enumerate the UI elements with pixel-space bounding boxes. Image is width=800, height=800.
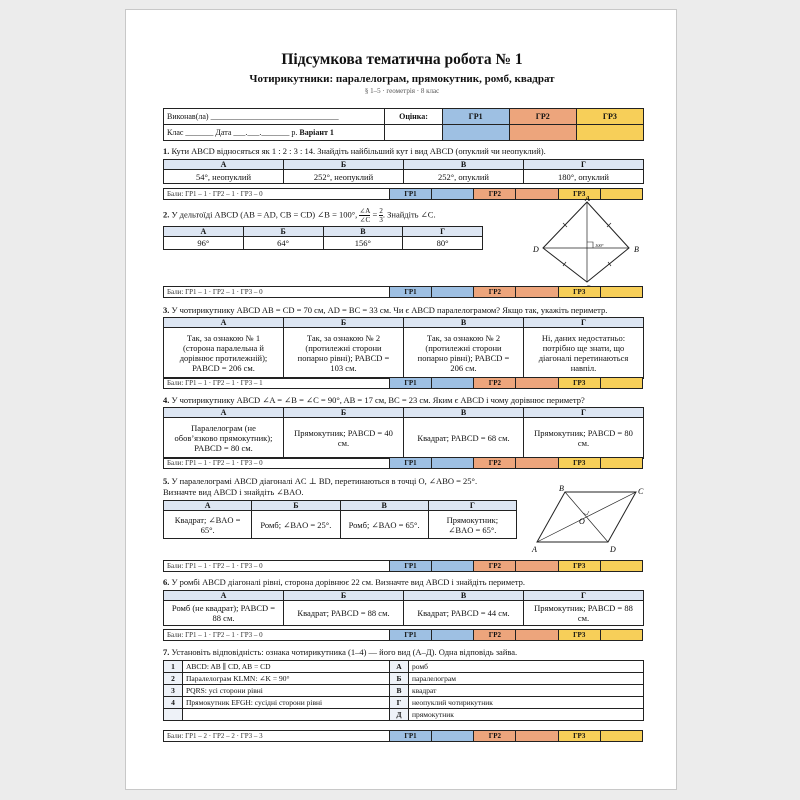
q2-gr3-label: ГР3 (558, 287, 600, 298)
q2-head-a: А (164, 227, 244, 237)
q1-score-text: Бали: ГР1 – 1 · ГР2 – 1 · ГР3 – 0 (164, 189, 390, 200)
q4-v-line1: Квадрат; PABCD = 68 см. (417, 433, 510, 443)
q5-gr3-cell[interactable] (600, 561, 642, 572)
q4-text: У чотирикутнику ABCD ∠A = ∠B = ∠C = 90°, AB = 17 см, BC = 23 см. Яким є ABCD і чому дорівнює периметр? (171, 395, 585, 405)
q3-text: У чотирикутнику ABCD AB = CD = 70 см, AD = BC = 33 см. Чи є ABCD паралелограмом? Якщо так, укажіть периметр. (171, 305, 608, 315)
kite-label-a: A (585, 196, 590, 203)
para-label-c: C (638, 487, 644, 496)
grade-label: Оцінка: (385, 109, 442, 125)
q7-matching-table (163, 660, 644, 721)
q4-gr3-cell[interactable] (600, 458, 642, 469)
q2-head-v: В (323, 227, 403, 237)
q4-head-g: Г (524, 408, 644, 418)
q5-option-v[interactable] (340, 511, 428, 539)
q7-right-text-b: паралелограм (409, 673, 644, 685)
q1-option-g[interactable]: 180°, опуклий (524, 170, 644, 184)
parallelogram-figure (530, 484, 648, 556)
para-label-a: A (532, 545, 537, 554)
q2-option-b[interactable]: 64° (243, 237, 323, 250)
q3-head-a: А (164, 318, 284, 328)
q2-frac1-num: ∠A (359, 207, 371, 215)
q4-number: 4. (163, 395, 170, 405)
q6-gr1-cell[interactable] (432, 630, 474, 641)
q2-gr1-cell[interactable] (432, 287, 474, 298)
q3-score-row (163, 377, 643, 389)
q4-gr1-label: ГР1 (389, 458, 431, 469)
q1-gr3-label: ГР3 (558, 189, 600, 200)
q4-b-line1: Прямокутник; PABCD = 40 (294, 428, 393, 438)
q7-gr3-cell[interactable] (600, 731, 642, 742)
q3-score-text: Бали: ГР1 – 1 · ГР2 – 1 · ГР3 – 1 (164, 378, 390, 389)
kite-label-d: D (533, 245, 539, 254)
q3-g-line1: Ні, даних недостатньо: (541, 333, 626, 343)
q6-b-line1: Квадрат; PABCD = 88 см. (297, 608, 390, 618)
para-label-d: D (610, 545, 616, 554)
q6-score-row (163, 629, 643, 641)
q7-left-num-4: 4 (164, 697, 183, 709)
q6-text: У ромбі ABCD діагоналі рівні, сторона дорівнює 22 см. Визначте вид ABCD і знайдіть периметр. (171, 577, 526, 587)
q5-a-line2: 65°. (200, 524, 215, 535)
q3-head-v: В (404, 318, 524, 328)
q5-gr1-cell[interactable] (432, 561, 474, 572)
q3-gr3-label: ГР3 (558, 378, 600, 389)
q3-v-line1: Так, за ознакою № 2 (426, 333, 501, 343)
q7-left-text-1: ABCD: AB ∥ CD, AB = CD (183, 661, 390, 673)
grade-cell[interactable] (385, 125, 442, 141)
q4-score-text: Бали: ГР1 – 1 · ГР2 – 1 · ГР3 – 0 (164, 458, 390, 469)
q1-option-v[interactable]: 252°, опуклий (404, 170, 524, 184)
q7-right-letter-a: А (390, 661, 409, 673)
q2-option-v[interactable]: 156° (323, 237, 403, 250)
q4-option-a[interactable] (164, 418, 284, 459)
q4-score-row (163, 457, 643, 469)
q2-frac1-den: ∠C (359, 216, 371, 224)
q4-option-v[interactable] (404, 418, 524, 459)
q1-head-a: А (164, 160, 284, 170)
q5-b-line1: Ромб; ∠BAO = 25°. (260, 519, 332, 530)
question-3 (163, 305, 683, 315)
q7-left-num-empty (164, 709, 183, 721)
q7-left-num-1: 1 (164, 661, 183, 673)
q6-gr1-label: ГР1 (389, 630, 431, 641)
q4-option-b[interactable] (284, 418, 404, 459)
q6-a-line1: Ромб (не квадрат); PABCD = (171, 603, 276, 613)
q2-head-b: Б (243, 227, 323, 237)
q5-head-a: А (164, 501, 252, 511)
q7-left-text-2: Паралелограм KLMN: ∠K = 90° (183, 673, 390, 685)
q4-gr2-label: ГР2 (474, 458, 516, 469)
q7-gr2-label: ГР2 (474, 731, 516, 742)
q6-head-b: Б (284, 591, 404, 601)
q5-text-line2: Визначте вид ABCD і знайдіть ∠BAO. (163, 487, 304, 497)
q1-gr1-cell[interactable] (432, 189, 474, 200)
q3-option-g[interactable] (524, 328, 644, 379)
q5-gr1-label: ГР1 (389, 561, 431, 572)
worksheet-page (125, 9, 677, 790)
para-label-o: O (579, 517, 585, 526)
q2-gr1-label: ГР1 (389, 287, 431, 298)
q1-option-b[interactable]: 252°, неопуклий (284, 170, 404, 184)
q3-a-line3: дорівнює протилежній); (179, 353, 268, 363)
q7-score-text: Бали: ГР1 – 2 · ГР2 – 2 · ГР3 – 3 (164, 731, 390, 742)
group1-grade-cell[interactable] (442, 125, 509, 141)
q6-head-v: В (404, 591, 524, 601)
q7-left-text-empty (183, 709, 390, 721)
q2-text-b: . Знайдіть ∠C. (382, 209, 436, 220)
para-label-b: B (559, 484, 564, 493)
group2-grade-cell[interactable] (509, 125, 576, 141)
q2-fraction-angles (359, 207, 370, 224)
q2-score-text: Бали: ГР1 – 1 · ГР2 – 1 · ГР3 – 0 (164, 287, 390, 298)
q5-g-line2: ∠BAO = 65°. (448, 524, 497, 535)
q1-option-a[interactable]: 54°, неопуклий (164, 170, 284, 184)
q6-option-a[interactable] (164, 601, 284, 626)
q3-gr2-cell[interactable] (516, 378, 558, 389)
q3-a-line4: PABCD = 206 см. (192, 363, 255, 373)
q4-b-line2: см. (337, 438, 350, 448)
q4-gr3-label: ГР3 (558, 458, 600, 469)
q5-gr2-label: ГР2 (474, 561, 516, 572)
kite-figure (531, 196, 649, 292)
q6-a-line2: 88 см. (212, 613, 235, 623)
q1-answers (163, 159, 644, 184)
q4-a-line2: обов’язково прямокутник); (174, 433, 273, 443)
q3-gr2-label: ГР2 (474, 378, 516, 389)
q7-gr1-cell[interactable] (432, 731, 474, 742)
q2-gr2-cell[interactable] (516, 287, 558, 298)
q6-v-line1: Квадрат; PABCD = 44 см. (417, 608, 510, 618)
q5-head-b: Б (252, 501, 340, 511)
class-date-field[interactable] (164, 125, 385, 141)
q2-gr2-label: ГР2 (474, 287, 516, 298)
q7-right-letter-g: Г (390, 697, 409, 709)
q2-gr3-cell[interactable] (600, 287, 642, 298)
class-date-label: Клас _______ Дата ___.___._______ р. (167, 128, 298, 137)
group1-header: ГР1 (442, 109, 509, 125)
group2-header: ГР2 (509, 109, 576, 125)
section-note: § 1–5 · геометрія · 8 клас (364, 87, 440, 95)
group3-header: ГР3 (576, 109, 643, 125)
q2-option-a[interactable]: 96° (164, 237, 244, 250)
q5-gr3-label: ГР3 (558, 561, 600, 572)
q6-option-b[interactable] (284, 601, 404, 626)
q7-right-text-a: ромб (409, 661, 644, 673)
q5-text-line1: У паралелограмі ABCD діагоналі AC ⊥ BD, перетинаються в точці O, ∠ABO = 25°. (171, 476, 478, 486)
q5-v-line1: Ромб; ∠BAO = 65°. (348, 519, 420, 530)
kite-right-angle (587, 242, 593, 248)
q7-right-text-g: неопуклий чотирикутник (409, 697, 644, 709)
page-subtitle: Чотирикутники: паралелограм, прямокутник, ромб, квадрат (249, 73, 555, 85)
q5-a-line1: Квадрат; ∠BAO = (174, 514, 241, 525)
q6-option-v[interactable] (404, 601, 524, 626)
q2-text-a: У дельтоїді ABCD (AB = AD, CB = CD) ∠B = 100°, (171, 209, 358, 220)
q5-score-row (163, 560, 643, 572)
q3-b-line4: 103 см. (330, 363, 357, 373)
q2-frac2-num: 2 (379, 207, 383, 215)
q4-head-b: Б (284, 408, 404, 418)
q1-number: 1. (163, 146, 170, 156)
q1-gr1-label: ГР1 (389, 189, 431, 200)
q7-gr3-label: ГР3 (558, 731, 600, 742)
q4-gr1-cell[interactable] (432, 458, 474, 469)
q1-head-v: В (404, 160, 524, 170)
q3-v-line4: 206 см. (450, 363, 477, 373)
q4-g-line1: Прямокутник; PABCD = 80 (534, 428, 633, 438)
question-7 (163, 647, 683, 657)
q7-right-letter-v: В (390, 685, 409, 697)
q5-option-g[interactable] (428, 511, 516, 539)
q7-gr1-label: ГР1 (389, 731, 431, 742)
q4-answers (163, 407, 644, 459)
q3-b-line1: Так, за ознакою № 2 (306, 333, 381, 343)
diagonal-bd (565, 492, 608, 542)
student-header-table (163, 108, 644, 141)
q5-head-g: Г (428, 501, 516, 511)
q1-head-b: Б (284, 160, 404, 170)
q3-v-line3: попарно рівні); PABCD = (417, 353, 510, 363)
q3-option-b[interactable] (284, 328, 404, 379)
q4-head-v: В (404, 408, 524, 418)
q6-gr2-cell[interactable] (516, 630, 558, 641)
q7-right-letter-b: Б (390, 673, 409, 685)
q7-gr2-cell[interactable] (516, 731, 558, 742)
q7-right-letter-d: Д (390, 709, 409, 721)
q7-text: Установіть відповідність: ознака чотирикутника (1–4) — його вид (А–Д). Одна відповідь зайва. (171, 647, 518, 657)
q6-number: 6. (163, 577, 170, 587)
kite-outline (543, 202, 629, 282)
q6-gr3-label: ГР3 (558, 630, 600, 641)
q3-a-line1: Так, за ознакою № 1 (186, 333, 261, 343)
q5-score-text: Бали: ГР1 – 1 · ГР2 – 1 · ГР3 – 0 (164, 561, 390, 572)
q2-answers (163, 226, 483, 250)
q4-head-a: А (164, 408, 284, 418)
q4-gr2-cell[interactable] (516, 458, 558, 469)
question-2 (163, 207, 523, 224)
q4-a-line1: Паралелограм (не (191, 423, 256, 433)
q3-head-b: Б (284, 318, 404, 328)
q7-right-text-v: квадрат (409, 685, 644, 697)
q5-g-line1: Прямокутник; (446, 514, 499, 525)
q3-gr1-label: ГР1 (389, 378, 431, 389)
q5-answers (163, 500, 517, 539)
q3-a-line2: (сторона паралельна й (183, 343, 264, 353)
q6-g-line1: Прямокутник; PABCD = 88 (534, 603, 633, 613)
q5-head-v: В (340, 501, 428, 511)
q4-g-line2: см. (577, 438, 590, 448)
page-title: Підсумкова тематична робота № 1 (281, 51, 523, 68)
q2-frac2-den: 3 (379, 216, 383, 224)
q7-left-text-3: PQRS: усі сторони рівні (183, 685, 390, 697)
q4-option-g[interactable] (524, 418, 644, 459)
q1-gr2-label: ГР2 (474, 189, 516, 200)
q3-gr1-cell[interactable] (432, 378, 474, 389)
question-1 (163, 146, 683, 156)
q7-left-text-4: Прямокутник EFGH: сусідні сторони рівні (183, 697, 390, 709)
q3-g-line2: потрібно ще знати, що (542, 343, 625, 353)
q1-text: Кути ABCD відносяться як 1 : 2 : 3 : 14. Знайдіть найбільший кут і вид ABCD (опуклий чи неопуклий). (171, 146, 546, 156)
q6-option-g[interactable] (524, 601, 644, 626)
question-4 (163, 395, 683, 406)
q3-head-g: Г (524, 318, 644, 328)
q7-left-num-2: 2 (164, 673, 183, 685)
q1-head-g: Г (524, 160, 644, 170)
q6-gr2-label: ГР2 (474, 630, 516, 641)
q2-option-g[interactable]: 80° (403, 237, 483, 250)
q5-option-b[interactable] (252, 511, 340, 539)
q5-gr2-cell[interactable] (516, 561, 558, 572)
q3-v-line2: (протилежні сторони (425, 343, 502, 353)
q2-head-g: Г (403, 227, 483, 237)
group3-grade-cell[interactable] (576, 125, 643, 141)
kite-label-b: B (634, 245, 639, 254)
q5-number: 5. (163, 476, 170, 486)
q3-answers (163, 317, 644, 379)
q7-right-text-d: прямокутник (409, 709, 644, 721)
q4-a-line3: PABCD = 80 см. (194, 443, 253, 453)
q3-option-a[interactable] (164, 328, 284, 379)
q2-number: 2. (163, 209, 170, 220)
q7-left-num-3: 3 (164, 685, 183, 697)
q5-option-a[interactable] (164, 511, 252, 539)
q7-number: 7. (163, 647, 170, 657)
q6-gr3-cell[interactable] (600, 630, 642, 641)
question-5 (163, 476, 523, 498)
q3-gr3-cell[interactable] (600, 378, 642, 389)
q6-head-g: Г (524, 591, 644, 601)
q3-number: 3. (163, 305, 170, 315)
q6-head-a: А (164, 591, 284, 601)
q6-score-text: Бали: ГР1 – 1 · ГР2 – 1 · ГР3 – 0 (164, 630, 390, 641)
q6-answers (163, 590, 644, 626)
q3-b-line3: попарно рівні); PABCD = (297, 353, 390, 363)
question-6 (163, 577, 683, 587)
kite-angle-label: 100° (595, 243, 604, 248)
student-name-field[interactable]: Виконав(ла) ________________________________ (164, 109, 385, 125)
variant-label: Варіант 1 (299, 128, 334, 137)
q3-b-line2: (протилежні сторони (305, 343, 382, 353)
q7-score-row (163, 730, 643, 742)
q2-score-row (163, 286, 643, 298)
q3-g-line3: діагоналі перетинаються (538, 353, 629, 363)
q3-g-line4: навпіл. (570, 363, 597, 373)
q2-equals: = (372, 209, 378, 220)
q6-g-line2: см. (577, 613, 590, 623)
q3-option-v[interactable] (404, 328, 524, 379)
